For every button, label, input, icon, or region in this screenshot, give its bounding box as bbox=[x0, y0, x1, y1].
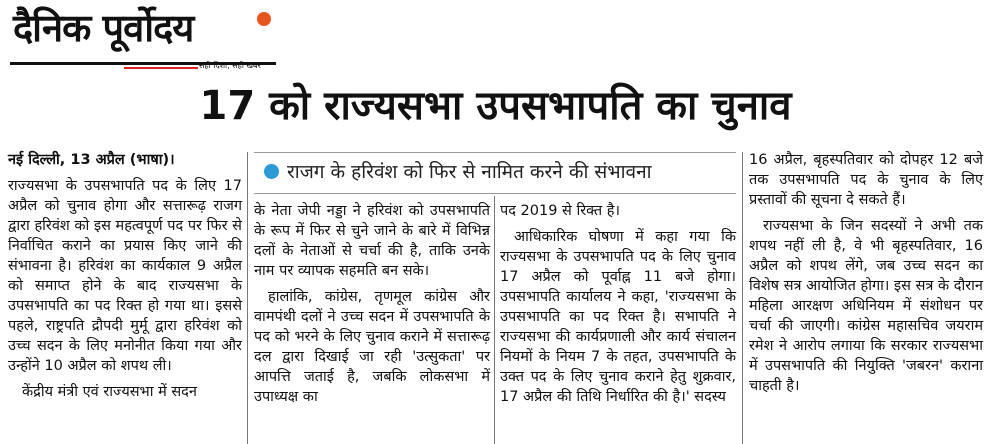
dateline: नई दिल्ली, 13 अप्रैल (भाषा)। bbox=[8, 152, 175, 168]
paragraph: 16 अप्रैल, बृहस्पतिवार को दोपहर 12 बजे तक उपसभापति पद के चुनाव के लिए प्रस्तावों की सूचना दे सकते हैं। bbox=[749, 152, 983, 208]
tagline: सही दिशा, सही खबर bbox=[199, 61, 261, 70]
subheadline-rule-top bbox=[254, 152, 736, 153]
paragraph: पद 2019 से रिक्त है। bbox=[500, 203, 620, 219]
headline: 17 को राज्यसभा उपसभापति का चुनाव bbox=[199, 83, 792, 129]
subheadline-text: राजग के हरिवंश को फिर से नामित करने की संभावना bbox=[287, 161, 652, 183]
paragraph: राज्यसभा के जिन सदस्यों ने अभी तक शपथ नहीं ली है, वे भी बृहस्पतिवार, 16 अप्रैल को शपथ लेंगे, जब उच्च सदन का विशेष सत्र आयोजित होगा। इस सत्र के दौरान महिला आरक्षण अधिनियम में संशोधन पर चर्चा की जाएगी। कांग्रेस महासचिव जयराम रमेश ने आरोप लगाया कि सरकार राज्यसभा में उपसभापति की नियुक्ति 'जबरन' कराना चाहती है। bbox=[749, 218, 983, 394]
paragraph: आधिकारिक घोषणा में कहा गया कि राज्यसभा के उपसभापति पद के लिए चुनाव 17 अप्रैल को पूर्वाह्न 11 बजे होगा। उपसभापति कार्यालय ने कहा, 'राज्यसभा के उपसभापति का पद रिक्त है। सभापति ने राज्यसभा की कार्यप्रणाली और कार्य संचालन नियमों के नियम 7 के तहत, उपसभापति के उक्त पद के लिए चुनाव कराने हेतु शुक्रवार, 17 अप्रैल की तिथि निर्धारित की है।' सदस्य bbox=[500, 229, 736, 405]
column-divider bbox=[742, 152, 743, 444]
paragraph: केंद्रीय मंत्री एवं राज्यसभा में सदन bbox=[22, 384, 197, 400]
logo-sun-icon bbox=[257, 12, 271, 26]
paragraph: राज्यसभा के उपसभापति पद के लिए 17 अप्रैल को चुनाव होगा और सत्तारूढ़ राजग द्वारा हरिवंश को इस महत्वपूर्ण पद पर फिर से निर्वाचित कराने का प्रयास किए जाने की संभावना है। हरिवंश का कार्यकाल 9 अप्रैल को समाप्त होने के बाद राज्यसभा के उपसभापति का पद रिक्त हो गया था। इससे पहले, राष्ट्रपति द्रौपदी मुर्मू द्वारा हरिवंश को उच्च सदन के लिए मनोनीत किया गया और उन्होंने 10 अप्रैल को शपथ ली। bbox=[8, 178, 242, 374]
article-column-2 bbox=[254, 201, 490, 413]
article-column-4 bbox=[749, 150, 983, 402]
newspaper-logo: दैनिक पूर्वोदय bbox=[13, 6, 194, 50]
article-column-3 bbox=[500, 201, 736, 413]
masthead-red-line bbox=[124, 67, 198, 69]
masthead bbox=[0, 0, 991, 72]
bullet-icon bbox=[264, 164, 279, 179]
subheadline-rule-bottom bbox=[254, 193, 736, 194]
article-column-1 bbox=[8, 150, 242, 408]
column-divider bbox=[494, 196, 495, 444]
subheadline bbox=[264, 154, 734, 188]
paragraph: हालांकि, कांग्रेस, तृणमूल कांग्रेस और वामपंथी दलों ने उच्च सदन में उपसभापति के पद को भरने के लिए चुनाव कराने में सत्तारूढ़ दल द्वारा दिखाई जा रही 'उत्सुकता' पर आपत्ति जताई है, जबकि लोकसभा में उपाध्यक्ष का bbox=[254, 289, 490, 405]
column-divider bbox=[247, 152, 248, 444]
paragraph: के नेता जेपी नड्डा ने हरिवंश को उपसभापति के रूप में फिर से चुने जाने के बारे में विभिन्न दलों के नेताओं से चर्चा की है, ताकि उनके नाम पर व्यापक सहमति बन सके। bbox=[254, 203, 490, 279]
